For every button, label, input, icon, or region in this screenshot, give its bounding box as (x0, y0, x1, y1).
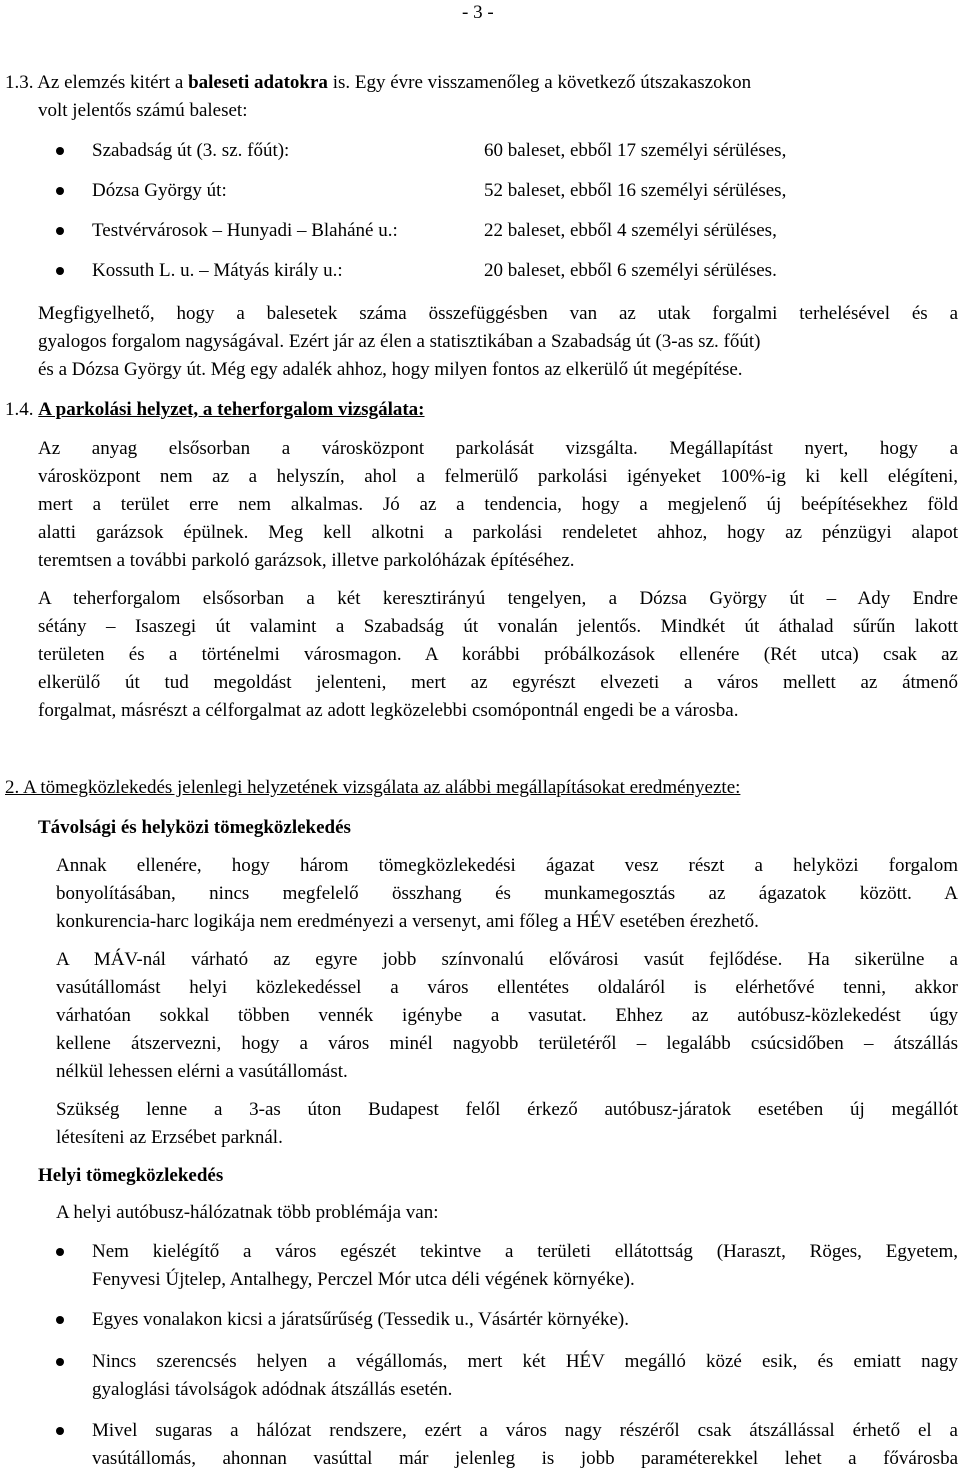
paragraph-line: városközpont nem az a helyszín, ahol a felmerülő parkolási igényeket 100%-ig ki kell elégíteni, (38, 466, 958, 487)
bullet-line: Nincs szerencsés helyen a végállomás, mert két HÉV megálló közé esik, és emiatt nagy (92, 1351, 958, 1372)
text: is. Egy évre visszamenőleg a következő útszakaszokon (327, 72, 752, 93)
paragraph-line: kellene átszervezni, hogy a város minél nagyobb területéről – legalább csúcsidőben – átszállás (56, 1033, 958, 1054)
bullet-line: vasútállomás, ahonnan vasúttal már jelenleg is jobb paraméterekkel lehet a fővárosba (92, 1448, 958, 1469)
paragraph-line: teremtsen a további parkoló garázsok, illetve parkolóházak építéséhez. (38, 550, 575, 571)
bullet-icon (56, 147, 64, 155)
bullet-icon (56, 187, 64, 195)
section-1-3-line-2: volt jelentős számú baleset: (38, 100, 248, 121)
accident-stat: 20 baleset, ebből 6 személyi sérüléses. (484, 260, 777, 281)
paragraph-line: elkerülő út tud megoldást jelenteni, mert az egyrészt elvezeti a város mellett az átmenő (38, 672, 958, 693)
paragraph-line: gyalogos forgalom nagyságával. Ezért jár az élen a statisztikában a Szabadság út (3-as sz. főút) (38, 331, 761, 352)
paragraph-line: bonyolításában, nincs megfelelő összhang és munkamegosztás az ágazatok között. A (56, 883, 958, 904)
section-1-4-heading (5, 397, 425, 423)
heading-text: A parkolási helyzet, a teherforgalom vizsgálata: (38, 399, 425, 420)
section-number: 1.4. (5, 399, 39, 420)
section-2-heading: 2. A tömegközlekedés jelenlegi helyzetének vizsgálata az alábbi megállapításokat eredményezte: (5, 777, 741, 798)
paragraph-line: Az anyag elsősorban a városközpont parkolását vizsgálta. Megállapítást nyert, hogy a (38, 438, 958, 459)
paragraph-line: vasútállomást helyi közlekedéssel a város ellentétes oldaláról is elérhetővé tenni, akkor (56, 977, 958, 998)
paragraph-line: Szükség lenne a 3-as úton Budapest felől érkező autóbusz-járatok esetében új megállót (56, 1099, 958, 1120)
bullet-line: Egyes vonalakon kicsi a járatsűrűség (Tessedik u., Vásártér környéke). (92, 1309, 630, 1330)
paragraph-line: területen és a történelmi városmagon. A korábbi próbálkozások ellenére (Rét utca) csak az (38, 644, 958, 665)
paragraph-line: várhatóan sokkal többen vennék igénybe a vasutat. Ehhez az autóbusz-közlekedést úgy (56, 1005, 958, 1026)
accident-stat: 60 baleset, ebből 17 személyi sérüléses, (484, 140, 787, 161)
bold-text: baleseti adatokra (188, 72, 328, 93)
bullet-icon (56, 1427, 64, 1435)
bullet-line: Mivel sugaras a hálózat rendszere, ezért a város nagy részéről csak átszállással érhető el a (92, 1420, 958, 1441)
text: 1.3. Az elemzés kitért a (5, 72, 189, 93)
paragraph-line: Megfigyelhető, hogy a balesetek száma összefüggésben van az utak forgalmi terhelésével és a (38, 303, 958, 324)
bullet-icon (56, 1248, 64, 1256)
accident-stat: 52 baleset, ebből 16 személyi sérüléses, (484, 180, 787, 201)
bullet-line: Fenyvesi Újtelep, Antalhegy, Perczel Mór utca déli végének környéke). (92, 1269, 635, 1290)
road-name: Szabadság út (3. sz. főút): (92, 140, 290, 161)
paragraph-line: forgalmat, másrészt a célforgalmat az adott legközelebbi csomópontnál engedi be a városba. (38, 700, 739, 721)
paragraph-line: nélkül lehessen elérni a vasútállomást. (56, 1061, 348, 1082)
bullet-line: gyaloglási távolságok adódnak átszállás esetén. (92, 1379, 453, 1400)
bullet-icon (56, 227, 64, 235)
paragraph-line: sétány – Isaszegi út valamint a Szabadság út vonalán jelentős. Mindkét út áthalad sűrűn lakott (38, 616, 958, 637)
road-name: Testvérvárosok – Hunyadi – Blaháné u.: (92, 220, 398, 241)
paragraph-line: és a Dózsa György út. Még egy adalék ahhoz, hogy milyen fontos az elkerülő út megépítése. (38, 359, 743, 380)
page-number: - 3 - (462, 2, 494, 23)
road-name: Dózsa György út: (92, 180, 227, 201)
paragraph-line: A teherforgalom elsősorban a két keresztirányú tengelyen, a Dózsa György út – Ady Endre (38, 588, 958, 609)
paragraph-line: konkurencia-harc logikája nem eredményezi a versenyt, ami főleg a HÉV esetében érezhető. (56, 911, 759, 932)
bullet-icon (56, 267, 64, 275)
accident-stat: 22 baleset, ebből 4 személyi sérüléses, (484, 220, 777, 241)
subheading-long-distance: Távolsági és helyközi tömegközlekedés (38, 817, 351, 838)
bullet-icon (56, 1316, 64, 1324)
subheading-local: Helyi tömegközlekedés (38, 1165, 224, 1186)
paragraph-line: Annak ellenére, hogy három tömegközlekedési ágazat vesz részt a helyközi forgalom (56, 855, 958, 876)
bullet-icon (56, 1358, 64, 1366)
bullet-line: Nem kielégítő a város egészét tekintve a területi ellátottság (Haraszt, Röges, Egyetem, (92, 1241, 958, 1262)
paragraph-line: mert a terület erre nem alkalmas. Jó az a tendencia, hogy a megjelenő új beépítésekhez föld (38, 494, 958, 515)
paragraph-line: létesíteni az Erzsébet parknál. (56, 1127, 283, 1148)
paragraph-line: alatti garázsok épülnek. Meg kell alkotni a parkolási rendeletet ahhoz, hogy az pénzügyi alapot (38, 522, 958, 543)
road-name: Kossuth L. u. – Mátyás király u.: (92, 260, 343, 281)
paragraph-line: A MÁV-nál várható az egyre jobb színvonalú elővárosi vasút fejlődése. Ha sikerülne a (56, 949, 958, 970)
section-1-3-line-1 (5, 70, 751, 96)
intro-line: A helyi autóbusz-hálózatnak több problémája van: (56, 1202, 439, 1223)
